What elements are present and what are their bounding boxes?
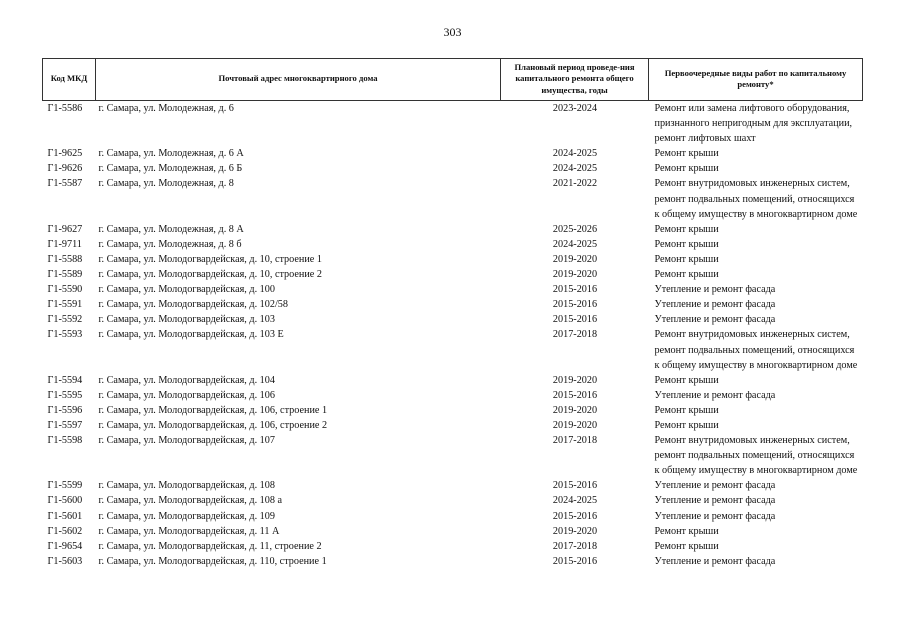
mkd-code: Г1-5603	[47, 555, 83, 567]
repair-works: Ремонт крыши	[654, 269, 719, 281]
address: г. Самара, ул. Молодогвардейская, д. 106, строение 2	[98, 419, 328, 431]
mkd-code: Г1-9654	[47, 540, 83, 552]
table-row	[43, 539, 863, 554]
table-row	[43, 282, 863, 297]
mkd-code: Г1-5592	[47, 314, 83, 326]
repair-works: Ремонт крыши	[654, 238, 719, 250]
repair-period: 2024-2025	[552, 495, 598, 507]
mkd-code: Г1-5591	[47, 299, 83, 311]
table-body	[43, 101, 863, 569]
address: г. Самара, ул. Молодогвардейская, д. 108 а	[98, 495, 283, 507]
table-row	[43, 388, 863, 403]
mkd-code: Г1-5596	[47, 404, 83, 416]
address: г. Самара, ул. Молодогвардейская, д. 103	[98, 314, 275, 326]
address: г. Самара, ул. Молодогвардейская, д. 100	[98, 284, 275, 296]
mkd-code: Г1-9711	[47, 238, 82, 250]
repair-period: 2015-2016	[552, 284, 598, 296]
mkd-code: Г1-5590	[47, 284, 83, 296]
mkd-code: Г1-5586	[47, 103, 83, 114]
repair-period: 2019-2020	[552, 525, 598, 537]
table-row	[43, 433, 863, 478]
repair-works: Ремонт крыши	[654, 404, 719, 416]
mkd-code: Г1-5601	[47, 510, 83, 522]
address: г. Самара, ул. Молодежная, д. 6 Б	[98, 163, 243, 175]
header-works: Первоочередные виды работ по капитальному ремонту*	[649, 59, 863, 101]
header-code: Код МКД	[43, 59, 96, 101]
repair-works: Ремонт крыши	[654, 419, 719, 431]
repair-works: Утепление и ремонт фасада	[654, 495, 776, 507]
address: г. Самара, ул. Молодогвардейская, д. 102/58	[98, 299, 288, 311]
mkd-code: Г1-5593	[47, 329, 83, 341]
page-number: 303	[443, 25, 462, 39]
repair-works: Ремонт внутридомовых инженерных систем, ремонт подвальных помещений, относящихся к общему имуществу в многоквартирном доме	[654, 329, 858, 371]
table-row	[43, 101, 863, 147]
mkd-code: Г1-5598	[47, 435, 83, 447]
table-row	[43, 161, 863, 176]
table-row	[43, 176, 863, 221]
repair-period: 2017-2018	[552, 435, 598, 447]
address: г. Самара, ул. Молодогвардейская, д. 10, строение 1	[98, 253, 322, 265]
repair-works: Ремонт внутридомовых инженерных систем, ремонт подвальных помещений, относящихся к общему имуществу в многоквартирном доме	[654, 178, 858, 220]
table-row	[43, 297, 863, 312]
address: г. Самара, ул. Молодежная, д. 6 А	[98, 148, 244, 160]
table-row	[43, 373, 863, 388]
repair-period: 2017-2018	[552, 540, 598, 552]
header-address: Почтовый адрес многоквартирного дома	[96, 59, 501, 101]
table-row	[43, 237, 863, 252]
mkd-code: Г1-5595	[47, 389, 83, 401]
address: г. Самара, ул. Молодогвардейская, д. 103 Е	[98, 329, 284, 341]
repair-period: 2019-2020	[552, 419, 598, 431]
address: г. Самара, ул. Молодогвардейская, д. 10, строение 2	[98, 269, 322, 281]
table-row	[43, 524, 863, 539]
address: г. Самара, ул. Молодогвардейская, д. 109	[98, 510, 275, 522]
capital-repair-table	[42, 58, 863, 569]
repair-works: Утепление и ремонт фасада	[654, 299, 776, 311]
mkd-code: Г1-5588	[47, 253, 83, 265]
address: г. Самара, ул. Молодежная, д. 6	[98, 103, 234, 114]
repair-period: 2025-2026	[552, 223, 598, 235]
table-row	[43, 403, 863, 418]
mkd-code: Г1-9626	[47, 163, 83, 175]
repair-period: 2017-2018	[552, 329, 598, 341]
repair-works: Ремонт крыши	[654, 540, 719, 552]
repair-works: Ремонт крыши	[654, 253, 719, 265]
repair-works: Ремонт или замена лифтового оборудования, признанного непригодным для эксплуатации, ремонт лифтовых шахт	[654, 103, 853, 145]
repair-works: Утепление и ремонт фасада	[654, 314, 776, 326]
repair-works: Утепление и ремонт фасада	[654, 389, 776, 401]
mkd-code: Г1-5594	[47, 374, 83, 386]
repair-period: 2015-2016	[552, 299, 598, 311]
table-row	[43, 252, 863, 267]
address: г. Самара, ул. Молодогвардейская, д. 106, строение 1	[98, 404, 328, 416]
address: г. Самара, ул. Молодогвардейская, д. 11 А	[98, 525, 280, 537]
mkd-code: Г1-5602	[47, 525, 83, 537]
repair-period: 2015-2016	[552, 314, 598, 326]
repair-period: 2015-2016	[552, 510, 598, 522]
mkd-code: Г1-5599	[47, 480, 83, 492]
address: г. Самара, ул. Молодогвардейская, д. 108	[98, 480, 275, 492]
address: г. Самара, ул. Молодогвардейская, д. 104	[98, 374, 275, 386]
repair-works: Ремонт крыши	[654, 525, 719, 537]
table-row	[43, 478, 863, 493]
repair-period: 2023-2024	[552, 103, 598, 114]
repair-works: Ремонт крыши	[654, 374, 719, 386]
repair-works: Ремонт внутридомовых инженерных систем, ремонт подвальных помещений, относящихся к общему имуществу в многоквартирном доме	[654, 435, 858, 477]
table-header	[43, 59, 863, 101]
repair-period: 2019-2020	[552, 253, 598, 265]
repair-works: Ремонт крыши	[654, 148, 719, 160]
mkd-code: Г1-5600	[47, 495, 83, 507]
repair-period: 2015-2016	[552, 555, 598, 567]
table-row	[43, 418, 863, 433]
table-row	[43, 146, 863, 161]
table-row	[43, 327, 863, 372]
address: г. Самара, ул. Молодежная, д. 8	[98, 178, 234, 190]
repair-works: Ремонт крыши	[654, 223, 719, 235]
repair-works: Утепление и ремонт фасада	[654, 284, 776, 296]
table-row	[43, 554, 863, 569]
address: г. Самара, ул. Молодогвардейская, д. 110, строение 1	[98, 555, 327, 567]
repair-works: Утепление и ремонт фасада	[654, 510, 776, 522]
table-row	[43, 509, 863, 524]
repair-period: 2019-2020	[552, 269, 598, 281]
table-row	[43, 493, 863, 508]
mkd-code: Г1-9627	[47, 223, 83, 235]
repair-works: Утепление и ремонт фасада	[654, 480, 776, 492]
repair-period: 2015-2016	[552, 480, 598, 492]
table-row	[43, 312, 863, 327]
address: г. Самара, ул. Молодогвардейская, д. 107	[98, 435, 275, 447]
repair-period: 2024-2025	[552, 238, 598, 250]
mkd-code: Г1-5597	[47, 419, 83, 431]
address: г. Самара, ул. Молодежная, д. 8 б	[98, 238, 242, 250]
repair-works: Утепление и ремонт фасада	[654, 555, 776, 567]
mkd-code: Г1-5587	[47, 178, 83, 190]
repair-period: 2019-2020	[552, 404, 598, 416]
repair-period: 2021-2022	[552, 178, 598, 190]
header-row	[43, 59, 863, 101]
repair-period: 2015-2016	[552, 389, 598, 401]
address: г. Самара, ул. Молодежная, д. 8 А	[98, 223, 244, 235]
address: г. Самара, ул. Молодогвардейская, д. 106	[98, 389, 275, 401]
mkd-code: Г1-9625	[47, 148, 83, 160]
address: г. Самара, ул. Молодогвардейская, д. 11, строение 2	[98, 540, 322, 552]
table-row	[43, 222, 863, 237]
repair-period: 2024-2025	[552, 148, 598, 160]
table-row	[43, 267, 863, 282]
header-period: Плановый период проведе-ния капитального ремонта общего имущества, годы	[501, 59, 649, 101]
repair-period: 2024-2025	[552, 163, 598, 175]
repair-period: 2019-2020	[552, 374, 598, 386]
repair-works: Ремонт крыши	[654, 163, 719, 175]
mkd-code: Г1-5589	[47, 269, 83, 281]
